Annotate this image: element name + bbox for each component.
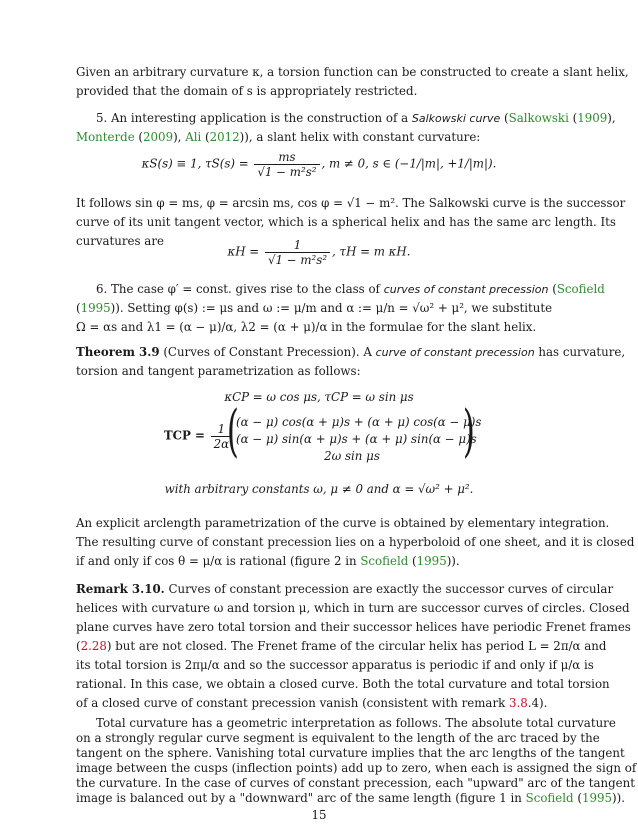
paragraph-3-line-2: curve of its unit tangent vector, which is a spherical helix and has the same arc length. Its [76,215,616,229]
paragraph-4-line-3: Ω = αs and λ1 = (α − μ)/α, λ2 = (α + μ)/α in the formulae for the slant helix. [76,320,537,334]
remark-line-2: helices with curvature ω and torsion μ, which in turn are successor curves of circles. Closed [76,601,630,615]
paragraph-3-line-3: curvatures are [76,234,164,248]
citation-scofield-3[interactable]: Scofield [525,791,574,805]
matrix-row-3: 2ω sin μs [324,449,380,463]
paragraph-6-line-3: tangent on the sphere. Vanishing total curvature implies that the arc lengths of the tangent [76,746,625,760]
paragraph-5-line-1: An explicit arclength parametrization of the curve is obtained by elementary integration. [76,516,610,530]
citation-scofield-2-year[interactable]: 1995 [416,554,447,568]
citation-scofield-3-year[interactable]: 1995 [581,791,612,805]
equation-successor-curvatures: κH = $\frac{1}{\text{√1 − m²s²}}$ , τH = m κH. [227,238,411,267]
theorem-line-1: Theorem 3.9 (Curves of Constant Precession). A curve of constant precession has curvature, [76,345,626,359]
theorem-line-2: torsion and tangent parametrization as follows: [76,364,361,378]
citation-salkowski-year[interactable]: 1909 [577,111,608,125]
paragraph-2-line-2: Monterde (2009), Ali (2012)), a slant helix with constant curvature: [76,130,481,144]
paragraph-1-line-1: Given an arbitrary curvature κ, a torsion function can be constructed to create a slant helix, [76,65,629,79]
citation-ali[interactable]: Ali [185,130,202,144]
citation-scofield-2[interactable]: Scofield [360,554,409,568]
citation-salkowski[interactable]: Salkowski [508,111,569,125]
paragraph-5-line-2: The resulting curve of constant precession lies on a hyperboloid of one sheet, and it is closed [76,535,635,549]
paragraph-6-line-1: Total curvature has a geometric interpretation as follows. The absolute total curvature [96,716,616,730]
term-salkowski-curve: Salkowski curve [411,112,501,125]
paragraph-3-line-1: It follows sin φ = ms, φ = arcsin ms, cos φ = √1 − m². The Salkowski curve is the successor [76,196,626,210]
paragraph-6-line-5: the curvature. In the case of curves of constant precession, each "upward" arc of the tangent [76,776,635,790]
paragraph-6-line-6: image is balanced out by a "downward" arc of the same length (figure 1 in Scofield (1995)). [76,791,625,805]
matrix-row-2: (α − μ) sin(α + μ)s + (α + μ) sin(α − μ)s [236,432,477,446]
theorem-label: Theorem 3.9 [76,345,160,359]
remark-line-1: Remark 3.10. Curves of constant precession are exactly the successor curves of circular [76,582,614,596]
citation-monterde-year[interactable]: 2009 [143,130,174,144]
equation-arbitrary-constants: with arbitrary constants ω, μ ≠ 0 and α = √ω² + μ². [164,482,474,496]
paragraph-5-line-3: if and only if cos θ = μ/α is rational (figure 2 in Scofield (1995)). [76,554,460,568]
ref-eq-2-28[interactable]: 2.28 [80,639,107,653]
matrix-row-1: (α − μ) cos(α + μ)s + (α + μ) cos(α − μ)s [236,415,482,429]
tangent-matrix [236,414,482,465]
paragraph-1-line-2: provided that the domain of s is appropriately restricted. [76,84,418,98]
remark-line-7: of a closed curve of constant precession vanish (consistent with remark 3.8.4). [76,696,548,710]
term-curves-of-constant-precession: curves of constant precession [383,283,549,296]
citation-scofield-year[interactable]: 1995 [80,301,111,315]
paragraph-4-line-2: (1995)). Setting φ(s) := μs and ω := μ/m and α := μ/n = √ω² + μ², we substitute [76,301,553,315]
ref-remark-3-8[interactable]: 3.8 [509,696,528,710]
term-curve-of-constant-precession: curve of constant precession [375,346,535,359]
remark-line-4: (2.28) but are not closed. The Frenet frame of the circular helix has period L = 2π/α and [76,639,607,653]
equation-salkowski-curvature: κS(s) ≡ 1, τS(s) = $\frac{ms}{\text{√1 − m²s²}}$ , m ≠ 0, s ∈ (−1/|m|, +1/|m|). [141,150,497,179]
citation-scofield[interactable]: Scofield [556,282,605,296]
paragraph-6-line-2: on a strongly regular curve segment is equivalent to the length of the arc traced by the [76,731,600,745]
equation-cp-tangent-lhs: TCP = $\frac{1}{2\alpha}$ [0,422,518,451]
citation-monterde[interactable]: Monterde [76,130,135,144]
paragraph-4-line-1: 6. The case φ′ = const. gives rise to the class of curves of constant precession (Scofield [96,282,605,296]
remark-label: Remark 3.10. [76,582,165,596]
remark-line-5: its total torsion is 2πμ/α and so the successor apparatus is periodic if and only if μ/α is [76,658,594,672]
paragraph-2-line-1: 5. An interesting application is the construction of a Salkowski curve (Salkowski (1909), [96,111,616,125]
equation-cp-curvature-torsion: κCP = ω cos μs, τCP = ω sin μs [224,390,414,404]
matrix-right-paren: ) [462,399,475,464]
paragraph-6-line-4: image between the cusps (inflection points) add up to zero, when each is assigned the sign of [76,761,637,775]
citation-ali-year[interactable]: 2012 [209,130,240,144]
page-number: 15 [311,808,327,822]
matrix-left-paren: ( [226,399,239,464]
remark-line-3: plane curves have zero total torsion and their successor helices have periodic Frenet frames [76,620,631,634]
remark-line-6: rational. In this case, we obtain a closed curve. Both the total curvature and total torsion [76,677,610,691]
